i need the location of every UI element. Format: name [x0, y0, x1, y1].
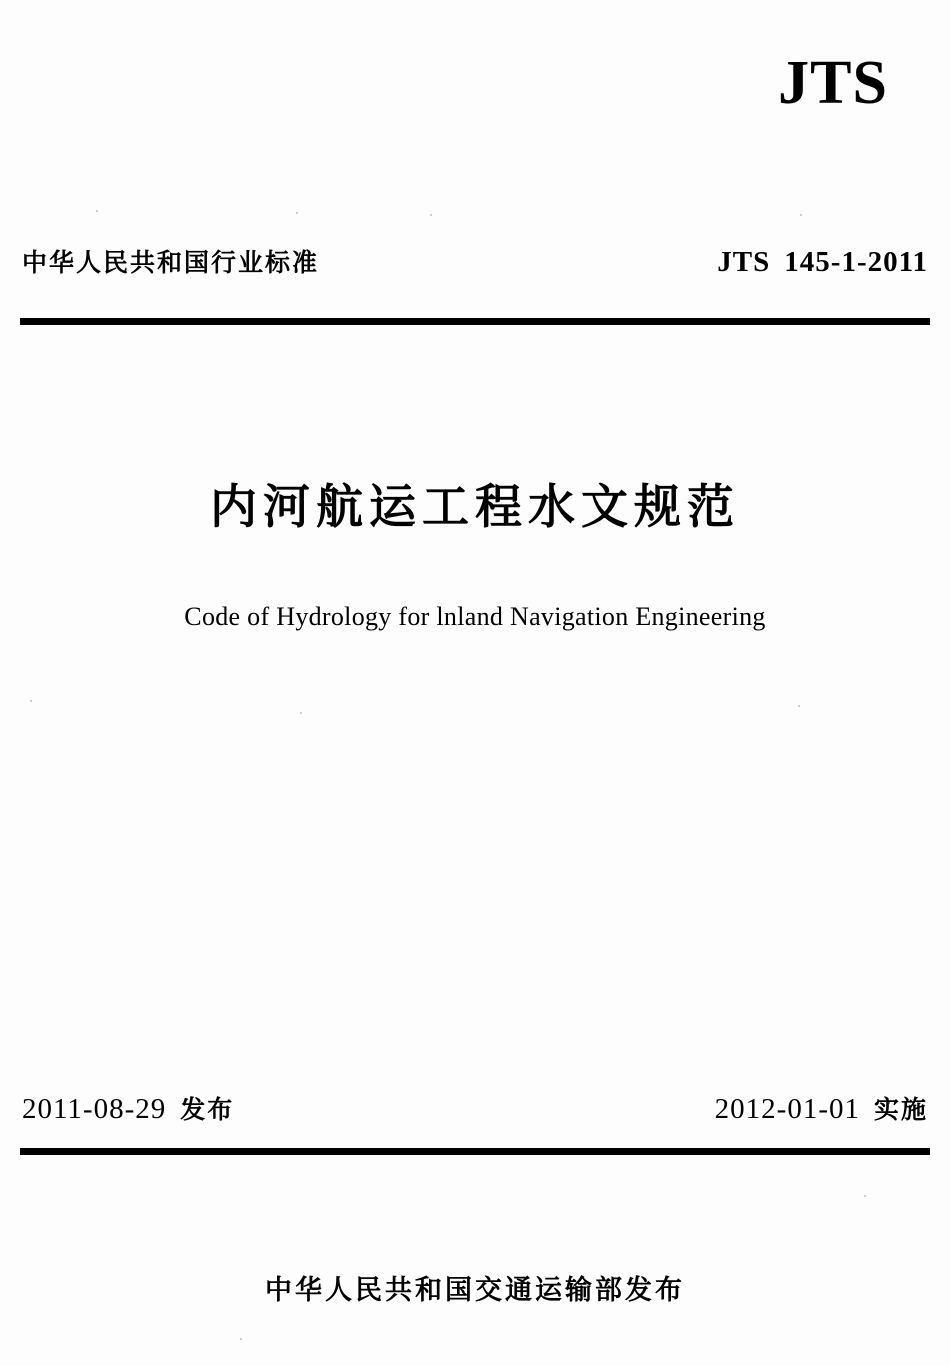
page-title-english: Code of Hydrology for lnland Navigation Engineering [184, 602, 766, 631]
issuer-line: 中华人民共和国行业标准 [22, 248, 320, 277]
implementation-date-block [715, 1090, 928, 1126]
standard-header-row [22, 243, 928, 279]
scan-speckle [864, 1195, 866, 1197]
release-date-block [22, 1090, 234, 1126]
standard-code-number: 145-1-2011 [784, 246, 928, 278]
scan-speckle [798, 705, 800, 707]
header-divider-rule [20, 318, 930, 325]
dates-row [22, 1090, 928, 1126]
scan-speckle [240, 1338, 242, 1340]
standard-code-prefix: JTS [717, 246, 771, 278]
release-date: 2011-08-29 [22, 1093, 167, 1125]
scan-speckle [296, 212, 298, 214]
implementation-label: 实施 [873, 1095, 928, 1124]
publisher-line: 中华人民共和国交通运输部发布 [265, 1275, 685, 1306]
implementation-date: 2012-01-01 [714, 1093, 860, 1125]
release-label: 发布 [180, 1095, 235, 1124]
scan-speckle [300, 712, 302, 714]
scan-speckle [96, 210, 98, 212]
jts-logo: JTS [778, 49, 888, 117]
scan-speckle [430, 214, 432, 216]
footer-divider-rule [20, 1148, 930, 1155]
scan-speckle [30, 700, 32, 702]
standard-code [717, 246, 928, 279]
scan-speckle [800, 214, 802, 216]
page-title-chinese: 内河航运工程水文规范 [210, 480, 740, 535]
